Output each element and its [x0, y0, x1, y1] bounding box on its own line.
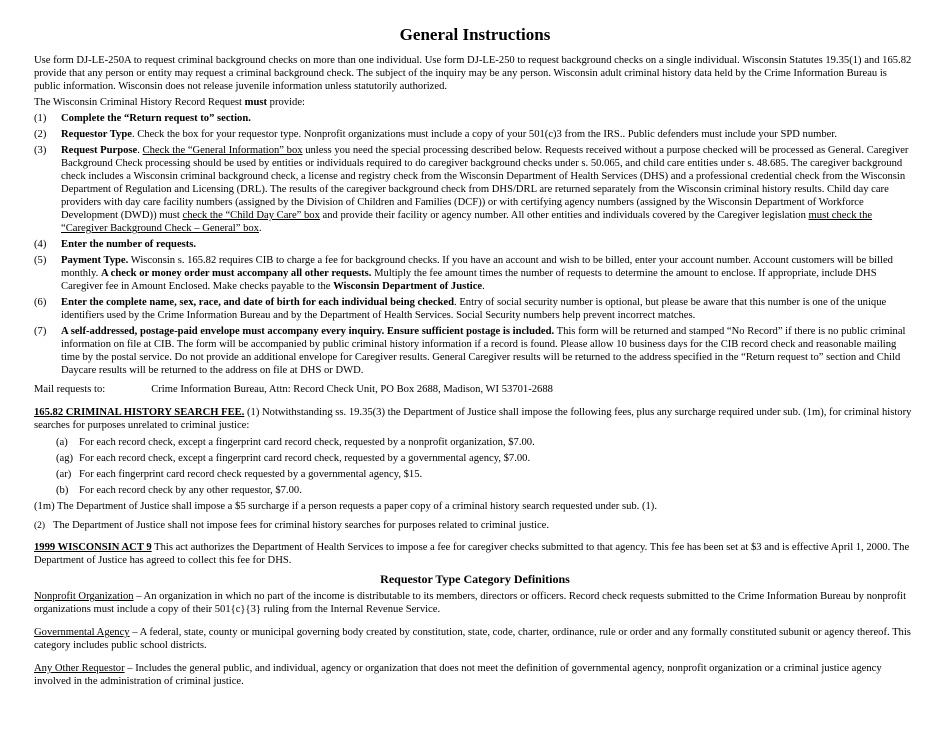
fee-item: (b) For each record check by any other requestor, $7.00.: [56, 485, 302, 496]
definition-term: Governmental Agency: [34, 627, 130, 638]
step-item: (5) Payment Type. Wisconsin s. 165.82 requires CIB to charge a fee for background checks. If you have an account and wish to be billed, enter your account number. Account customers will be billed monthly. A check or money order must accompany all other requests. Multiply the fee amount times the number of requests to determine the amount to enclose. If appropriate, include DHS Caregiver fee in Amount Enclosed. Make checks payable to the Wisconsin Department of Justice.: [34, 255, 893, 292]
definition-item: Any Other Requestor – Includes the general public, and individual, agency or organization that does not meet the definition of governmental agency, nonprofit organization or a criminal justice agency involved in the administration of criminal justice.: [34, 663, 882, 687]
surcharge-paragraph: (1m) The Department of Justice shall impose a $5 surcharge if a person requests a paper copy of a criminal history search requested under sub. (1).: [34, 501, 657, 512]
step-item: (2) Requestor Type. Check the box for your requestor type. Nonprofit organizations must include a copy of your 501(c)3 from the IRS.. Public defenders must include your SPD number.: [34, 129, 837, 140]
fee-item: (ar) For each fingerprint card record check requested by a governmental agency, $15.: [56, 469, 423, 480]
step-item: (4) Enter the number of requests.: [34, 239, 197, 250]
definition-term: Nonprofit Organization: [34, 591, 134, 602]
no-fee-paragraph: (2) The Department of Justice shall not impose fees for criminal history searches for purposes related to criminal justice.: [34, 520, 550, 531]
mailing-address: Crime Information Bureau, Attn: Record Check Unit, PO Box 2688, Madison, WI 53701-2688: [151, 384, 553, 395]
fee-item: (a) For each record check, except a fingerprint card record check, requested by a nonprofit organization, $7.00.: [56, 437, 535, 448]
step-item: (3) Request Purpose. Check the “General Information” box unless you need the special processing described below. Requests received without a purpose checked will be processed as General. Caregiver Background Check processing should be used by entities or individuals required to do caregiver background checks under s. 50.065, and child care entities under s. 48.685. The caregiver background check includes a Wisconsin criminal background check, a license and registry check from the Wisconsin Department of Health Services (DHS) and a professional credential check from the Wisconsin Department of Regulation and Licensing (DRL). The results of the caregiver background check from DHS/DRL are returned separately from the Wisconsin criminal history results. Child day care providers with day care facility numbers (assigned by the Division of Children and Families (DCF)) or with certifying agency numbers (assigned by the Wisconsin Department of Workforce Development (DWD)) must check the “Child Day Care” box and provide their facility or agency number. All other entities and individuals covered by the Caregiver legislation must check the “Caregiver Background Check – General” box.: [34, 145, 909, 234]
step-item: (1) Complete the “Return request to” section.: [34, 113, 251, 124]
intro-paragraph: Use form DJ-LE-250A to request criminal background checks on more than one individual. Use form DJ-LE-250 to request background checks on a single individual. Wisconsin Statutes 19.35(1) and 165.82 provide that any person or entity may request a criminal background check. The subject of the inquiry may be any person. Wisconsin adult criminal history data held by the Crime Information Bureau is public information. Wisconsin does not release juvenile information unless statutorily authorized.: [34, 55, 912, 92]
fee-item: (ag) For each record check, except a fingerprint card record check, requested by a governmental agency, $7.00.: [56, 453, 531, 464]
act-paragraph: 1999 WISCONSIN ACT 9 This act authorizes the Department of Health Services to impose a fee for caregiver checks submitted to that agency. This fee has been set at $3 and is effective April 1, 2000. The Department of Justice has agreed to collect this fee for DHS.: [34, 542, 910, 566]
mail-requests-line: Mail requests to: Crime Information Bureau, Attn: Record Check Unit, PO Box 2688, Madison, WI 53701-2688: [34, 384, 553, 395]
definition-term: Any Other Requestor: [34, 663, 125, 674]
instructions-page: [34, 24, 916, 698]
step-item: (6) Enter the complete name, sex, race, and date of birth for each individual being checked. Entry of social security number is optional, but please be aware that this number is one of the unique identifiers used by the Crime Information Bureau and by the Department of Health Services. Social Security numbers help prevent incorrect matches.: [34, 297, 887, 321]
must-provide-line: The Wisconsin Criminal History Record Request must provide:: [34, 97, 305, 108]
step-item: (7) A self-addressed, postage-paid envelope must accompany every inquiry. Ensure sufficient postage is included. This form will be returned and stamped “No Record” if there is no public criminal information on file at CIB. The form will be accompanied by public criminal history information if a record is found. Please allow 10 business days for the CIB record check and reasonable mailing time by the postal service. Do not provide an additional envelope for Caregiver results. General Caregiver results will be returned to the address specified in the “Return request to” section and Child Daycare results will be returned to the address on file at DHS or DWD.: [34, 326, 906, 376]
page-title: General Instructions: [399, 25, 551, 44]
act-heading: 1999 WISCONSIN ACT 9: [34, 542, 152, 553]
definitions-heading: Requestor Type Category Definitions: [380, 572, 570, 586]
steps-list: [34, 112, 916, 377]
definition-item: Nonprofit Organization – An organization in which no part of the income is distributable to its members, directors or officers. Record check requests submitted to the Crime Information Bureau by nonprofit organizations must include a copy of their 501{c}{3} ruling from the Internal Revenue Service.: [34, 591, 907, 615]
definition-item: Governmental Agency – A federal, state, county or municipal governing body created by constitution, state, code, charter, ordinance, rule or order and any formally constituted subunit or agency thereof. This category includes public school districts.: [34, 627, 911, 651]
fee-section-heading: 165.82 CRIMINAL HISTORY SEARCH FEE.: [34, 407, 245, 418]
fee-list: [34, 436, 916, 497]
fee-section-intro: 165.82 CRIMINAL HISTORY SEARCH FEE. (1) Notwithstanding ss. 19.35(3) the Department of Justice shall impose the following fees, plus any surcharge required under sub. (1m), for criminal history searches for purposes unrelated to criminal justice:: [34, 407, 912, 431]
